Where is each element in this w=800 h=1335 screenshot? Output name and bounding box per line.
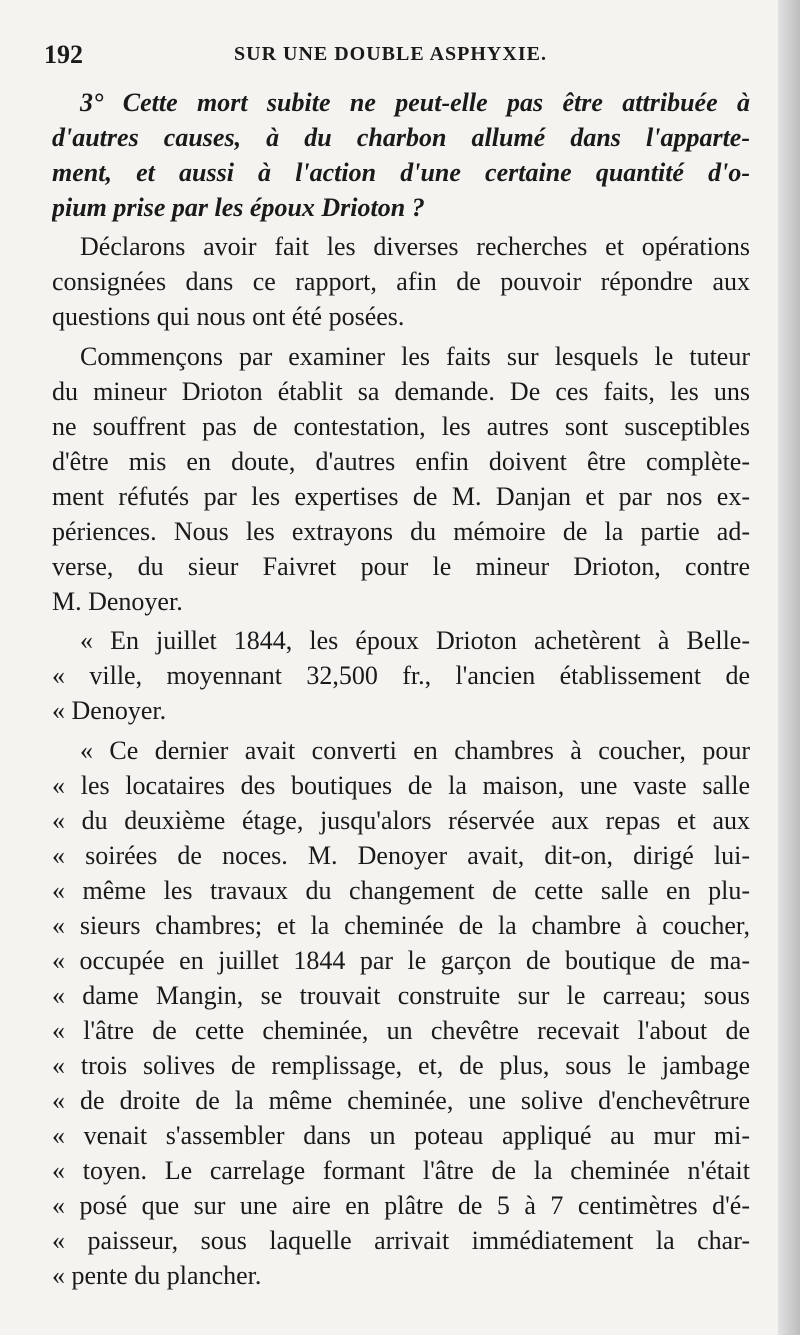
text-line: Commençons par examiner les faits sur lesquels le tuteur: [80, 342, 750, 371]
text-line: « Ce dernier avait converti en chambres à coucher, pour: [80, 736, 750, 765]
running-title: SUR UNE DOUBLE ASPHYXIE.: [234, 43, 547, 65]
text-line: ment, et aussi à l'action d'une certaine quantité d'o-: [52, 158, 750, 187]
text-line: « pente du plancher.: [52, 1261, 262, 1290]
text-line: « Denoyer.: [52, 696, 167, 725]
text-line: ment réfutés par les expertises de M. Danjan et par nos ex-: [52, 482, 750, 511]
page-header: [44, 40, 744, 80]
text-line: Déclarons avoir fait les diverses recherches et opérations: [80, 232, 750, 261]
text-line: consignées dans ce rapport, afin de pouvoir répondre aux: [52, 267, 750, 296]
text-line: 3° Cette mort subite ne peut-elle pas être attribuée à: [80, 88, 750, 117]
text-line: « ville, moyennant 32,500 fr., l'ancien établissement de: [52, 661, 750, 690]
text-line: « paisseur, sous laquelle arrivait immédiatement la char-: [52, 1226, 750, 1255]
text-line: « de droite de la même cheminée, une solive d'enchevêtrure: [52, 1086, 750, 1115]
text-line: « trois solives de remplissage, et, de plus, sous le jambage: [52, 1051, 750, 1080]
text-line: verse, du sieur Faivret pour le mineur Drioton, contre: [52, 552, 750, 581]
text-line: du mineur Drioton établit sa demande. De ces faits, les uns: [52, 377, 750, 406]
text-line: « du deuxième étage, jusqu'alors réservée aux repas et aux: [52, 806, 750, 835]
text-line: périences. Nous les extrayons du mémoire de la partie ad-: [52, 517, 750, 546]
text-line: ne souffrent pas de contestation, les autres sont susceptibles: [52, 412, 750, 441]
page-gutter-shadow: [778, 0, 800, 1335]
text-line: « venait s'assembler dans un poteau appliqué au mur mi-: [52, 1121, 750, 1150]
text-line: « sieurs chambres; et la cheminée de la chambre à coucher,: [52, 911, 750, 940]
text-line: d'autres causes, à du charbon allumé dans l'apparte-: [52, 123, 750, 152]
text-line: « soirées de noces. M. Denoyer avait, dit-on, dirigé lui-: [52, 841, 750, 870]
page-number: 192: [44, 40, 83, 69]
text-line: « En juillet 1844, les époux Drioton achetèrent à Belle-: [80, 626, 750, 655]
text-line: « dame Mangin, se trouvait construite sur le carreau; sous: [52, 981, 750, 1010]
text-line: « occupée en juillet 1844 par le garçon de boutique de ma-: [52, 946, 750, 975]
text-line: d'être mis en doute, d'autres enfin doivent être complète-: [52, 447, 750, 476]
text-line: questions qui nous ont été posées.: [52, 302, 405, 331]
text-line: « même les travaux du changement de cette salle en plu-: [52, 876, 750, 905]
text-line: « les locataires des boutiques de la maison, une vaste salle: [52, 771, 750, 800]
text-line: « l'âtre de cette cheminée, un chevêtre recevait l'about de: [52, 1016, 750, 1045]
text-line: « posé que sur une aire en plâtre de 5 à 7 centimètres d'é-: [52, 1191, 750, 1220]
text-line: « toyen. Le carrelage formant l'âtre de la cheminée n'était: [52, 1156, 750, 1185]
text-line: pium prise par les époux Drioton ?: [52, 193, 425, 222]
text-line: M. Denoyer.: [52, 587, 183, 616]
